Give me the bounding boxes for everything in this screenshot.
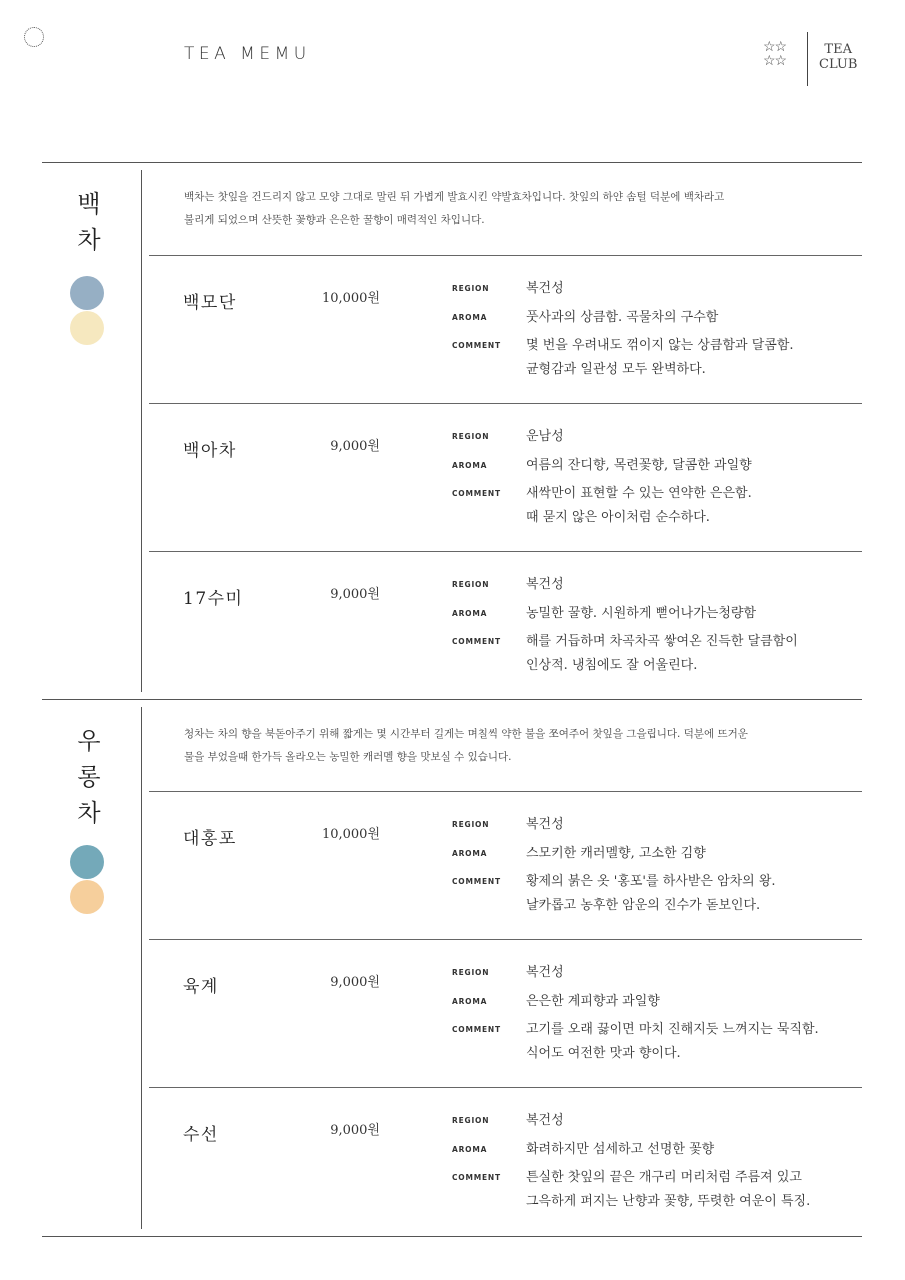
region-value: 복건성 (526, 817, 564, 832)
category-intro (184, 186, 824, 232)
item-divider (149, 403, 862, 404)
aroma-value: 여름의 잔디향, 목련꽃향, 달콤한 과일향 (526, 458, 752, 473)
comment-line: 그윽하게 퍼지는 난향과 꽃향, 뚜렷한 여운이 특징. (526, 1194, 811, 1209)
item-price: 9,000원 (330, 975, 380, 990)
item-divider (149, 255, 862, 256)
intro-line: 백차는 찻잎을 건드리지 않고 모양 그대로 말린 뒤 가볍게 발효시킨 약발효차입니다. 찻잎의 하얀 솜털 덕분에 백차라고 (184, 191, 725, 203)
aroma-value: 화려하지만 섬세하고 선명한 꽃향 (526, 1142, 715, 1157)
region-value: 복건성 (526, 281, 564, 296)
color-dot-2 (70, 311, 104, 345)
aroma-label: AROMA (452, 849, 488, 858)
item-name: 백모단 (183, 293, 237, 313)
item-price: 10,000원 (321, 291, 380, 306)
star-icon: ☆☆ ☆☆ (763, 39, 787, 69)
color-dot-1 (70, 276, 104, 310)
color-dot-2 (70, 880, 104, 914)
intro-line: 청차는 차의 향을 북돋아주기 위해 짧게는 몇 시간부터 길게는 며칠씩 약한 불을 쪼여주어 찻잎을 그을립니다. 덕분에 뜨거운 (184, 728, 748, 740)
category-name: 백 차 (77, 190, 101, 254)
region-label: REGION (452, 968, 490, 977)
region-label: REGION (452, 432, 490, 441)
item-divider (149, 791, 862, 792)
aroma-value: 풋사과의 상큼함. 곡물차의 구수함 (526, 310, 719, 325)
region-label: REGION (452, 1116, 490, 1125)
comment-label: COMMENT (452, 637, 501, 646)
comment-value (526, 482, 856, 530)
comment-line: 황제의 붉은 옷 '홍포'를 하사받은 암차의 왕. (526, 874, 776, 889)
aroma-label: AROMA (452, 461, 488, 470)
aroma-value: 은은한 계피향과 과일향 (526, 994, 660, 1009)
comment-value (526, 1018, 856, 1066)
comment-line: 몇 번을 우려내도 꺾이지 않는 상큼함과 달콤함. (526, 338, 794, 353)
aroma-value: 스모키한 캐러멜향, 고소한 김향 (526, 846, 706, 861)
region-label: REGION (452, 580, 490, 589)
region-value: 운남성 (526, 429, 564, 444)
comment-label: COMMENT (452, 341, 501, 350)
section-divider-bottom (42, 1236, 862, 1237)
item-price: 9,000원 (330, 587, 380, 602)
aroma-label: AROMA (452, 997, 488, 1006)
region-value: 복건성 (526, 577, 564, 592)
comment-line: 해를 거듭하며 차곡차곡 쌓여온 진득한 달큼함이 (526, 634, 798, 649)
item-price: 9,000원 (330, 1123, 380, 1138)
item-divider (149, 1087, 862, 1088)
item-price: 9,000원 (330, 439, 380, 454)
region-value: 복건성 (526, 965, 564, 980)
menu-item (149, 255, 862, 403)
region-label: REGION (452, 284, 490, 293)
comment-line: 균형감과 일관성 모두 완벽하다. (526, 362, 706, 377)
corner-circle-decoration (24, 27, 44, 47)
section-vertical-rule (141, 707, 142, 1229)
comment-line: 튼실한 찻잎의 끝은 개구리 머리처럼 주름져 있고 (526, 1170, 802, 1185)
item-name: 수선 (183, 1125, 219, 1145)
item-divider (149, 551, 862, 552)
category-name: 우 롱 차 (77, 727, 101, 827)
item-name: 17수미 (183, 589, 244, 609)
menu-item (149, 551, 862, 699)
comment-line: 날카롭고 농후한 암운의 진수가 돋보인다. (526, 898, 761, 913)
menu-item (149, 939, 862, 1087)
logo-divider (807, 32, 808, 86)
intro-line: 물을 부었을때 한가득 올라오는 농밀한 캐러멜 향을 맛보실 수 있습니다. (184, 751, 512, 763)
item-name: 백아차 (183, 441, 237, 461)
page-title: TEA MEMU (184, 44, 311, 64)
category-intro (184, 723, 844, 769)
region-value: 복건성 (526, 1113, 564, 1128)
comment-value (526, 334, 856, 382)
menu-item (149, 791, 862, 939)
item-price: 10,000원 (321, 827, 380, 842)
comment-value (526, 870, 856, 918)
menu-item (149, 1087, 862, 1235)
intro-line: 불리게 되었으며 산뜻한 꽃향과 은은한 꿀향이 매력적인 차입니다. (184, 214, 485, 226)
color-dot-1 (70, 845, 104, 879)
logo-text: TEA CLUB (819, 42, 858, 72)
aroma-value: 농밀한 꿀향. 시원하게 뻗어나가는청량함 (526, 606, 757, 621)
menu-item (149, 403, 862, 551)
section-oolong-tea (42, 699, 862, 1236)
item-name: 대홍포 (183, 829, 237, 849)
comment-line: 식어도 여전한 맛과 향이다. (526, 1046, 681, 1061)
item-divider (149, 939, 862, 940)
comment-line: 인상적. 냉침에도 잘 어울린다. (526, 658, 698, 673)
item-name: 육계 (183, 977, 219, 997)
comment-label: COMMENT (452, 1025, 501, 1034)
comment-label: COMMENT (452, 1173, 501, 1182)
comment-label: COMMENT (452, 489, 501, 498)
region-label: REGION (452, 820, 490, 829)
comment-label: COMMENT (452, 877, 501, 886)
aroma-label: AROMA (452, 1145, 488, 1154)
comment-value (526, 1166, 856, 1214)
aroma-label: AROMA (452, 609, 488, 618)
comment-value (526, 630, 856, 678)
section-white-tea (42, 162, 862, 699)
tea-club-logo (763, 32, 863, 86)
comment-line: 고기를 오래 끓이면 마치 진해지듯 느껴지는 묵직함. (526, 1022, 819, 1037)
aroma-label: AROMA (452, 313, 488, 322)
section-vertical-rule (141, 170, 142, 692)
comment-line: 새싹만이 표현할 수 있는 연약한 은은함. (526, 486, 752, 501)
comment-line: 때 묻지 않은 아이처럼 순수하다. (526, 510, 710, 525)
